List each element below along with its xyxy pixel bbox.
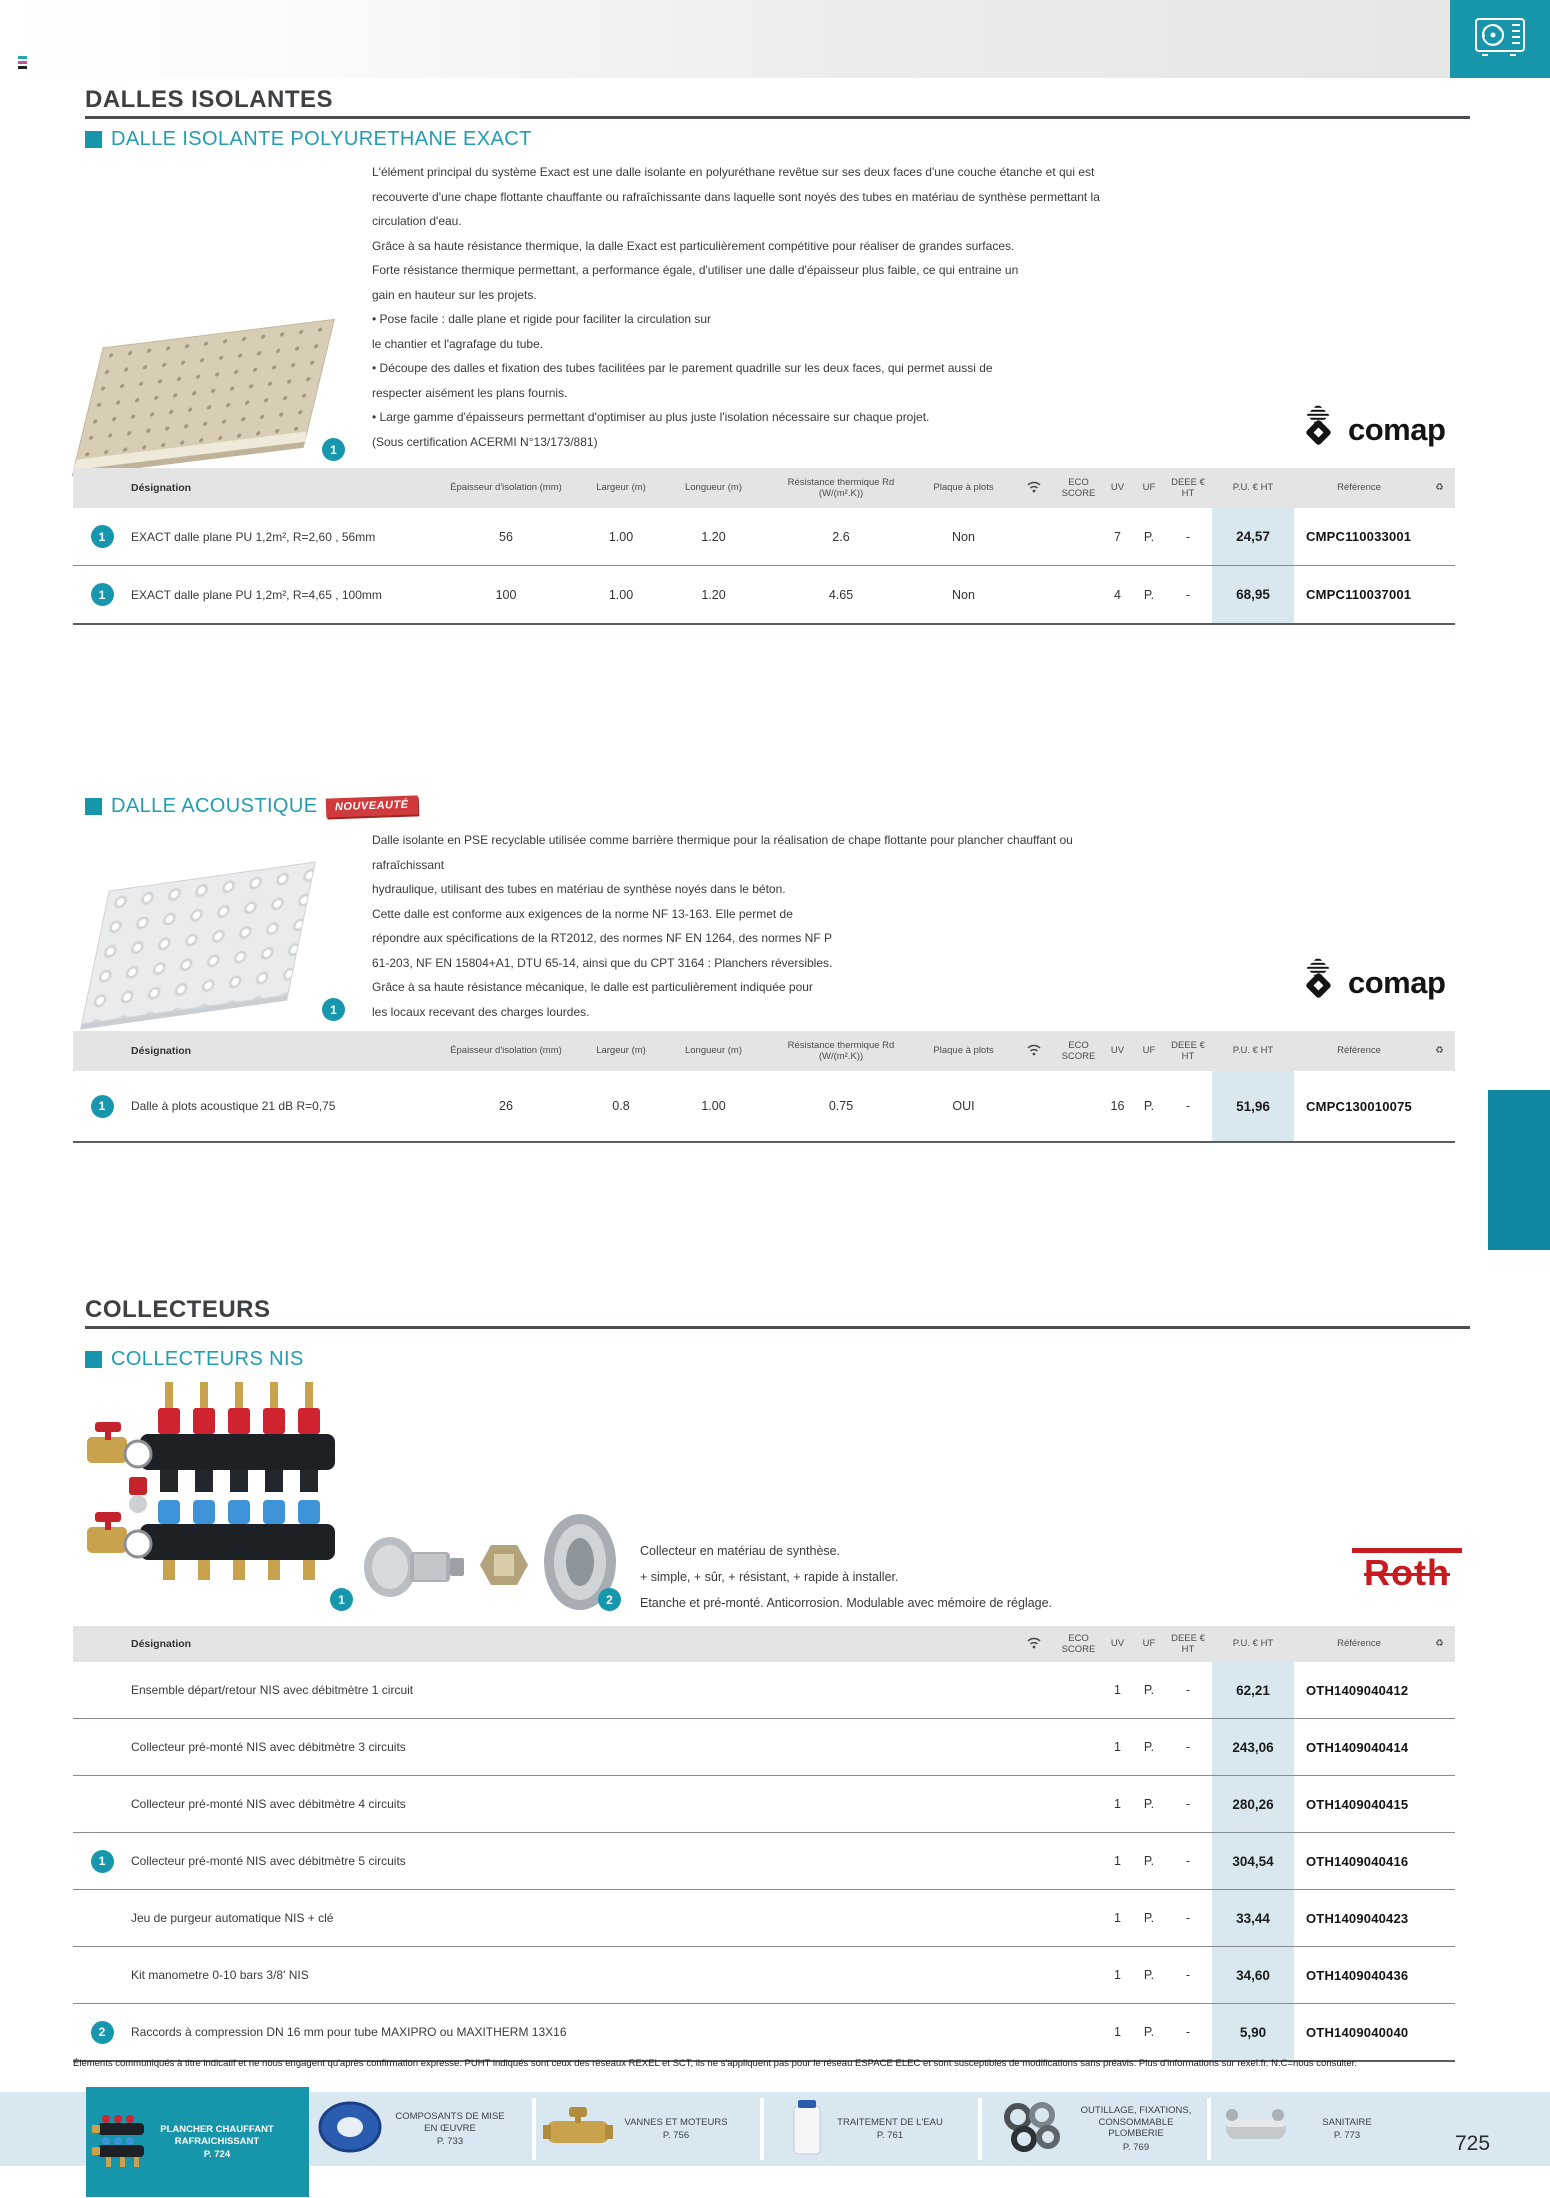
comap-diamond-icon — [1298, 958, 1340, 1007]
price-cell: 68,95 — [1212, 566, 1294, 623]
item-number-badge: 1 — [330, 1588, 353, 1611]
price-cell: 243,06 — [1212, 1719, 1294, 1775]
reference-cell: OTH1409040415 — [1306, 1796, 1409, 1812]
teal-square-icon — [85, 798, 102, 815]
table-row: Ensemble départ/retour NIS avec débitmètre 1 circuit 1 P. - 62,21 OTH1409040412 — [73, 1662, 1455, 1718]
reference-cell: CMPC110037001 — [1306, 587, 1412, 602]
section-title-collecteurs: COLLECTEURS — [85, 1296, 271, 1323]
designation-cell: EXACT dalle plane PU 1,2m², R=2,60 , 56mm — [131, 529, 376, 544]
recycle-icon: ♻ — [1435, 482, 1444, 494]
nouveaute-badge: NOUVEAUTÉ — [326, 795, 418, 817]
designation-cell: Jeu de purgeur automatique NIS + clé — [131, 1911, 334, 1925]
price-cell: 304,54 — [1212, 1833, 1294, 1889]
designation-cell: Ensemble départ/retour NIS avec débitmètre 1 circuit — [131, 1683, 414, 1697]
pipe-clamps-thumbnail — [1000, 2101, 1064, 2158]
item-number-badge: 1 — [322, 438, 345, 461]
item-number-badge: 2 — [598, 1588, 621, 1611]
footer-item-composants[interactable]: COMPOSANTS DE MISE EN ŒUVRE P. 733 — [318, 2092, 510, 2166]
hvac-unit-icon — [1472, 15, 1528, 64]
product-image-exact-slab — [73, 319, 335, 470]
water-cartridge-thumbnail — [790, 2098, 824, 2161]
section-rule — [85, 1326, 1470, 1329]
product-image-nut — [478, 1540, 530, 1595]
table-row: 1 Dalle à plots acoustique 21 dB R=0,75 26 0.8 1.00 0.75 OUI 16 P. - 51,96 CMPC130010075 — [73, 1071, 1455, 1141]
siphon-thumbnail — [1218, 2105, 1294, 2154]
category-tab-hvac — [1450, 0, 1550, 78]
product-table-collecteurs — [73, 1626, 1455, 2062]
product-image-fitting — [362, 1532, 472, 1607]
designation-cell: Raccords à compression DN 16 mm pour tube MAXIPRO ou MAXITHERM 13X16 — [131, 2025, 567, 2039]
product-description-collecteurs: Collecteur en matériau de synthèse. + simple, + sûr, + résistant, + rapide à installer. Etanche et pré-monté. Anticorrosion. Modulable avec mémoire de réglage. — [640, 1544, 1053, 1610]
pipe-coil-thumbnail — [318, 2101, 382, 2158]
designation-cell: Collecteur pré-monté NIS avec débitmètre 4 circuits — [131, 1797, 406, 1811]
wifi-icon — [1011, 480, 1056, 496]
product-description-exact: L'élément principal du système Exact est une dalle isolante en polyuréthane revêtue sur ses deux faces d'une couche étanche et qui est recouverte d'une chape flottante chauffante ou rafraîchissante dans laquelle sont noyés des tubes en matériau de synthèse permettant la circulation d'eau. Grâce à sa haute résistance thermique, la dalle Exact est particulièrement compétitive pour réaliser de grandes surfaces. Forte résistance thermique permettant, a performance égale, d'utiliser une dalle d'épaisseur plus faible, ce qui entraine un gain en hauteur sur les projets. • Pose facile : dalle plane et rigide pour faciliter la circulation sur le chantier et l'agrafage du tube. • Découpe des dalles et fixation des tubes facilitées par le parement quadrille sur les deux faces, qui permet aussi de respecter aisément les plans fournis. • Large gamme d'épaisseurs permettant d'optimiser au plus juste l'isolation nécessaire sur chaque projet. (Sous certification ACERMI N°13/173/881) — [372, 165, 1100, 449]
table-row: 1 Collecteur pré-monté NIS avec débitmètre 5 circuits 1 P. - 304,54 OTH1409040416 — [73, 1832, 1455, 1889]
item-number-badge: 1 — [322, 998, 345, 1021]
item-number-badge: 1 — [91, 1095, 114, 1118]
table-header-row: Désignation Épaisseur d'isolation (mm) Largeur (m) Longueur (m) Résistance thermique Rd (W/(m².K)) Plaque à plots ECO SCORE UV UF DEEE € HT P.U. € HT Référence ♻ — [73, 468, 1455, 508]
brand-logo-comap: comap — [1298, 405, 1445, 454]
page-number: 725 — [1455, 2132, 1491, 2155]
footer-item-outillage[interactable]: OUTILLAGE, FIXATIONS, CONSOMMABLE PLOMBERIE P. 769 — [1000, 2092, 1200, 2166]
recycle-icon: ♻ — [1435, 1638, 1444, 1650]
designation-cell: Kit manometre 0-10 bars 3/8' NIS — [131, 1968, 309, 1982]
price-cell: 34,60 — [1212, 1947, 1294, 2003]
table-row: Collecteur pré-monté NIS avec débitmètre 3 circuits 1 P. - 243,06 OTH1409040414 — [73, 1718, 1455, 1775]
price-cell: 5,90 — [1212, 2004, 1294, 2060]
price-cell: 33,44 — [1212, 1890, 1294, 1946]
footer-divider — [532, 2098, 536, 2160]
footer-item-vannes[interactable]: VANNES ET MOTEURS P. 756 — [543, 2092, 731, 2166]
product-table-exact — [73, 468, 1455, 625]
table-row: 2 Raccords à compression DN 16 mm pour tube MAXIPRO ou MAXITHERM 13X16 1 P. - 5,90 OTH1409040040 — [73, 2003, 1455, 2060]
brand-logo-roth: Roth — [1352, 1548, 1462, 1593]
section-title-dalles-isolantes: DALLES ISOLANTES — [85, 86, 334, 113]
price-cell: 24,57 — [1212, 508, 1294, 565]
price-cell: 280,26 — [1212, 1776, 1294, 1832]
section-side-tab — [1488, 1090, 1550, 1250]
product-heading-collecteurs-nis: COLLECTEURS NIS — [85, 1348, 304, 1371]
legal-disclaimer: Éléments communiqués à titre indicatif et ne nous engagent qu'après confirmation expresse. PUHT indiqués sont ceux des réseaux REXEL et SCT, ils ne s'appliquent pas pour le réseau ESPACE ELEC et sont susceptibles de modifications sans préavis. Plus d'informations sur rexel.fr. N.C=nous consulter. — [73, 2058, 1357, 2069]
price-cell: 62,21 — [1212, 1662, 1294, 1718]
reference-cell: CMPC110033001 — [1306, 529, 1412, 544]
product-heading-exact: DALLE ISOLANTE POLYURETHANE EXACT — [85, 128, 532, 151]
price-cell: 51,96 — [1212, 1071, 1294, 1141]
product-image-manifold — [85, 1382, 340, 1612]
footer-divider — [978, 2098, 982, 2160]
reference-cell: OTH1409040416 — [1306, 1853, 1409, 1869]
table-header-row: Désignation Épaisseur d'isolation (mm) Largeur (m) Longueur (m) Résistance thermique Rd (W/(m².K)) Plaque à plots ECO SCORE UV UF DEEE € HT P.U. € HT Référence ♻ — [73, 1031, 1455, 1071]
footer-item-sanitaire[interactable]: SANITAIRE P. 773 — [1218, 2092, 1392, 2166]
item-number-badge: 2 — [91, 2021, 114, 2044]
manifold-thumbnail — [90, 2111, 152, 2174]
footer-item-traitement-eau[interactable]: TRAITEMENT DE L'EAU P. 761 — [790, 2092, 948, 2166]
designation-cell: Dalle à plots acoustique 21 dB R=0,75 — [131, 1099, 336, 1113]
comap-diamond-icon — [1298, 405, 1340, 454]
teal-square-icon — [85, 131, 102, 148]
reference-cell: CMPC130010075 — [1306, 1098, 1412, 1114]
item-number-badge: 1 — [91, 583, 114, 606]
product-table-acoustique — [73, 1031, 1455, 1143]
designation-cell: EXACT dalle plane PU 1,2m², R=4,65 , 100mm — [131, 587, 382, 602]
recycle-icon: ♻ — [1435, 1045, 1444, 1057]
page-header-band — [0, 0, 1550, 78]
wifi-icon — [1011, 1636, 1056, 1652]
item-number-badge: 1 — [91, 525, 114, 548]
table-header-row: Désignation ECO SCORE UV UF DEEE € HT P.U. € HT Référence ♻ — [73, 1626, 1455, 1662]
print-registration-marks — [18, 56, 28, 82]
table-row: Jeu de purgeur automatique NIS + clé 1 P. - 33,44 OTH1409040423 — [73, 1889, 1455, 1946]
table-row: 1 EXACT dalle plane PU 1,2m², R=2,60 , 56mm 56 1.00 1.20 2.6 Non 7 P. - 24,57 CMPC110033001 — [73, 508, 1455, 565]
table-row: Kit manometre 0-10 bars 3/8' NIS 1 P. - 34,60 OTH1409040436 — [73, 1946, 1455, 2003]
reference-cell: OTH1409040423 — [1306, 1910, 1409, 1926]
reference-cell: OTH1409040436 — [1306, 1967, 1409, 1983]
designation-cell: Collecteur pré-monté NIS avec débitmètre 3 circuits — [131, 1740, 406, 1754]
designation-cell: Collecteur pré-monté NIS avec débitmètre 5 circuits — [131, 1854, 406, 1868]
reference-cell: OTH1409040414 — [1306, 1739, 1409, 1755]
reference-cell: OTH1409040040 — [1306, 2024, 1409, 2040]
footer-item-plancher-chauffant[interactable]: PLANCHER CHAUFFANT RAFRAICHISSANT P. 724 — [86, 2087, 309, 2197]
footer-divider — [760, 2098, 764, 2160]
teal-square-icon — [85, 1351, 102, 1368]
product-heading-acoustique: DALLE ACOUSTIQUE NOUVEAUTÉ — [85, 795, 418, 818]
brand-logo-comap: comap — [1298, 958, 1445, 1007]
ball-valve-thumbnail — [543, 2101, 613, 2158]
product-image-acoustique-slab — [81, 862, 316, 1025]
footer-divider — [1207, 2098, 1211, 2160]
section-rule — [85, 116, 1470, 119]
wifi-icon — [1011, 1043, 1056, 1059]
table-row: Collecteur pré-monté NIS avec débitmètre 4 circuits 1 P. - 280,26 OTH1409040415 — [73, 1775, 1455, 1832]
product-description-acoustique: Dalle isolante en PSE recyclable utilisée comme barrière thermique pour la réalisation de chape flottante pour plancher chauffant ou rafraîchissant hydraulique, utilisant des tubes en matériau de synthèse noyés dans le béton. Cette dalle est conforme aux exigences de la norme NF 13-163. Elle permet de répondre aux spécifications de la RT2012, des normes NF EN 1264, des normes NF P 61-203, NF EN 15804+A1, DTU 65-14, ainsi que du CPT 3164 : Planchers réversibles. Grâce à sa haute résistance mécanique, le dalle est particulièrement indiquée pour les locaux recevant des charges lourdes. — [372, 833, 1073, 1019]
table-row: 1 EXACT dalle plane PU 1,2m², R=4,65 , 100mm 100 1.00 1.20 4.65 Non 4 P. - 68,95 CMPC110037001 — [73, 565, 1455, 623]
item-number-badge: 1 — [91, 1850, 114, 1873]
reference-cell: OTH1409040412 — [1306, 1682, 1409, 1698]
